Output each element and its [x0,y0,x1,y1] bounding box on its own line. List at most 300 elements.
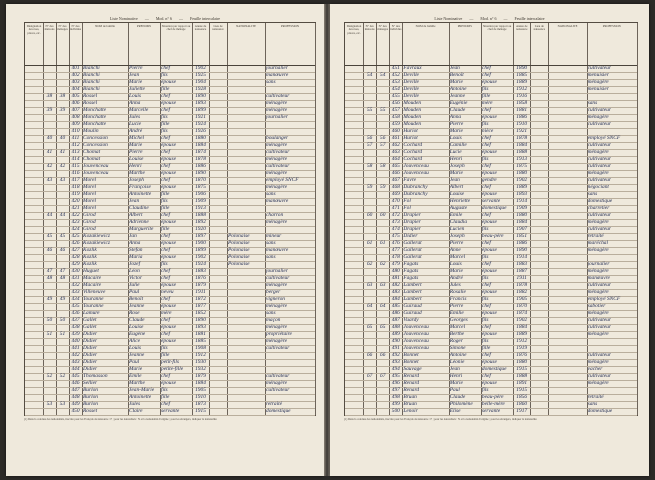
cell-individu: 446 [71,380,80,386]
cell-lieu [531,142,547,149]
cell-annee: 1876 [516,352,528,358]
cell-profession: retraité [266,401,282,407]
cell-maison: 47 [46,268,53,274]
cell-nom: Kozlik [83,247,97,253]
cell-menage [377,79,388,86]
cell-prenom: Marthe [129,170,145,176]
cell-lieu [531,128,547,135]
cell-prenom: Louise [129,156,144,162]
cell-maison [364,79,375,86]
cell-lieu [210,100,226,107]
cell-menage: 58 [380,163,386,169]
cell-lieu [210,310,226,317]
cell-profession: journalier [266,114,288,120]
cell-nationalite [549,212,585,219]
cell-prenom: André [129,128,143,134]
cell-lieu [210,135,226,142]
cell-profession: ménagère [266,184,288,190]
cell-situation: épouse [481,114,497,120]
cell-profession: cultivateur [587,324,611,330]
cell-prenom: Jeanne [449,93,465,99]
cell-prenom: Louis [449,261,462,267]
cell-profession: ménagère [266,100,288,106]
cell-annee: 1899 [195,247,206,253]
cell-situation: domestique [481,366,507,372]
cell-prenom: Claude [449,394,466,400]
cell-nom: Macaire [83,275,102,281]
cell-nom: Drapier [403,219,421,225]
cell-situation: fils [481,296,489,302]
cell-prenom: Marie [449,268,463,274]
cell-nom: Dubranchy [403,191,428,197]
cell-nom: Morel [83,177,96,183]
cell-nationalite [228,352,264,359]
cell-individu: 492 [391,352,400,358]
cell-nom: Deville [403,86,419,92]
cell-lieu [531,359,547,366]
cell-nom: Jouvenceau [403,338,429,344]
cell-annee: 1879 [195,373,206,379]
cell-menage [377,198,388,205]
cell-nom: Gallerat [403,247,422,253]
cell-nom: Kozlik [83,254,97,260]
cell-prenom: Henri [449,156,463,162]
cell-menage [57,324,68,331]
cell-maison [44,387,55,394]
cell-annee: 1876 [195,275,206,281]
cell-individu: 451 [391,65,400,71]
cell-lieu [531,303,547,310]
cell-lieu [210,114,226,121]
cell-nationalite [228,121,264,128]
cell-maison [44,100,55,107]
cell-nationalite [228,282,264,289]
column-header-maison: N° des maisons [364,25,375,32]
cell-menage: 47 [59,268,66,274]
cell-individu: 434 [71,296,80,302]
cell-individu: 473 [391,219,400,225]
cell-situation: chef [481,240,491,246]
cell-nationalite [228,303,264,310]
cell-menage [377,247,388,254]
cell-nom: Didier [83,338,98,344]
cell-maison [44,338,55,345]
cell-individu: 416 [71,170,80,176]
cell-situation: chef [161,401,170,407]
cell-profession: ménagère [266,170,288,176]
cell-annee: 1880 [516,212,528,218]
cell-individu: 467 [391,177,400,183]
cell-nationalite [549,394,585,401]
cell-profession: sans [266,240,276,246]
cell-maison [364,310,375,317]
cell-annee: 1902 [516,317,528,323]
cell-nationalite [228,198,264,205]
cell-profession: cultivateur [587,212,611,218]
cell-menage [377,100,388,107]
cell-lieu [531,65,547,72]
cell-maison: 53 [46,401,53,407]
cell-menage [377,296,388,303]
cell-individu: 445 [71,373,80,379]
cell-individu: 406 [71,100,80,106]
cell-menage: 51 [59,331,66,337]
cell-lieu [210,72,226,79]
cell-annee: 1911 [516,275,527,281]
cell-prenom: Marie [129,366,143,372]
cell-situation: mère [481,100,493,106]
cell-nationalite [549,100,585,107]
cell-individu: 438 [71,324,80,330]
cell-prenom: Anna [129,240,141,246]
cell-nom: Concession [83,142,108,148]
cell-annee: 1870 [516,303,528,309]
cell-menage [377,86,388,93]
cell-menage: 63 [380,282,386,288]
cell-nationalite [228,310,264,317]
cell-nom: Lambert [403,296,422,302]
cell-menage [57,394,68,401]
cell-lieu [210,149,226,156]
cell-prenom: Adrienne [129,219,149,225]
cell-menage [57,65,68,72]
cell-nom: Renard [403,373,420,379]
cell-situation: épouse [481,79,497,85]
cell-annee: 1917 [516,408,528,414]
cell-situation: chef [161,135,170,141]
cell-annee: 1890 [195,93,206,99]
cell-maison [44,79,55,86]
cell-nom: Didier [83,331,98,337]
cell-prenom: Anne [449,247,461,253]
cell-individu: 494 [391,366,400,372]
cell-nationalite [549,275,585,282]
cell-lieu [531,261,547,268]
cell-maison [364,345,375,352]
cell-lieu [210,345,226,352]
cell-menage [377,268,388,275]
cell-profession: journalier [587,261,610,267]
cell-nationalite [549,352,585,359]
cell-individu: 447 [71,387,80,393]
cell-nom: Bianchi [83,72,100,78]
cell-maison [364,114,375,121]
cell-lieu [531,177,547,184]
cell-nationalite: Polonaise [228,254,250,260]
cell-menage: 45 [59,233,66,239]
cell-maison: 40 [46,135,53,141]
cell-nationalite [549,128,585,135]
cell-profession [588,345,636,352]
cell-maison: 55 [366,107,373,113]
cell-lieu [531,289,547,296]
cell-maison: 60 [366,212,373,218]
cell-profession: ménagère [587,149,609,155]
cell-nationalite [228,170,264,177]
cell-nom: Moulin [83,128,99,134]
cell-individu: 489 [391,331,400,337]
cell-maison: 59 [366,184,373,190]
cell-menage [57,114,68,121]
cell-individu: 452 [391,72,400,78]
cell-prenom: Benoît [129,296,144,302]
cell-situation: neveu [161,289,174,295]
cell-situation: épouse [161,184,176,190]
cell-annee: 1873 [195,401,206,407]
cell-lieu [210,296,226,303]
cell-individu: 449 [71,401,80,407]
cell-prenom: Léon [129,268,140,274]
cell-prenom: Jules [449,282,461,288]
cell-annee: 1909 [195,198,206,204]
cell-lieu [531,156,547,163]
cell-annee: 1881 [195,331,206,337]
cell-nationalite [549,79,585,86]
cell-lieu [210,338,226,345]
cell-menage [57,121,68,128]
cell-annee: 1920 [195,226,206,232]
cell-menage [377,366,388,373]
cell-situation: épouse [481,219,497,225]
cell-maison: 66 [366,352,373,358]
cell-individu: 496 [391,380,400,386]
cell-nom: Jouvenceau [403,170,429,176]
cell-profession: négociant [587,184,609,190]
table-header [25,23,315,66]
cell-nom: Kozlik [83,261,97,267]
cell-nom: Jouvenceau [83,170,109,176]
cell-annee: 1916 [516,93,528,99]
cell-situation: chef [481,107,491,113]
column-header-maison: N° des maisons [44,25,55,32]
cell-situation: épouse [161,79,176,85]
cell-lieu [210,163,226,170]
cell-nationalite [228,142,264,149]
cell-lieu [531,345,547,352]
cell-maison [44,359,55,366]
cell-situation: chef [161,296,170,302]
cell-menage: 50 [59,317,66,323]
cell-maison [364,170,375,177]
cell-situation: épouse [481,247,497,253]
cell-nationalite [228,359,264,366]
cell-menage [377,289,388,296]
cell-profession: ménagère [266,338,288,344]
cell-menage [57,310,68,317]
cell-profession: retraité [587,394,604,400]
cell-prenom: Lucien [449,226,465,232]
cell-maison [44,324,55,331]
cell-profession: cultivateur [587,282,611,288]
cell-annee: 1905 [516,296,528,302]
cell-maison [364,177,375,184]
cell-individu: 414 [71,156,80,162]
cell-nom: Jouvenceau [403,345,429,351]
cell-nom: Guiraud [403,310,422,316]
cell-prenom: Élise [449,408,461,414]
cell-annee: 1915 [195,408,206,414]
cell-prenom: Antoine [449,352,467,358]
cell-menage: 62 [380,261,386,267]
cell-individu: 485 [391,303,400,309]
cell-annee: 1875 [516,163,528,169]
cell-situation: servante [481,198,501,204]
cell-prenom: Benoît [449,72,464,78]
cell-lieu [210,65,226,72]
cell-nom: Sellier [83,380,98,386]
column-header-profession: PROFESSION [280,25,299,28]
census-table [344,22,638,416]
cell-prenom: Jean-Marie [129,387,155,393]
cell-situation: fils [161,128,168,134]
cell-maison: 38 [46,93,53,99]
cell-situation: domestique [481,205,507,211]
cell-individu: 425 [71,233,80,239]
cell-profession: ménagère [266,107,288,113]
cell-annee: 1878 [516,282,528,288]
cell-lieu [210,170,226,177]
cell-maison [364,317,375,324]
cell-prenom: Pierre [449,303,464,309]
cell-nationalite [549,135,585,142]
cell-lieu [531,191,547,198]
cell-nationalite [549,317,585,324]
cell-situation: fils [161,261,168,267]
cell-annee: 1875 [195,184,206,190]
cell-situation: fille [481,345,491,351]
cell-annee: 1891 [516,380,528,386]
cell-maison [364,219,375,226]
cell-profession: ménagère [587,79,609,85]
cell-individu: 442 [71,352,80,358]
cell-lieu [531,317,547,324]
cell-individu: 468 [391,184,400,190]
cell-individu: 405 [71,93,80,99]
cell-profession: sans [266,310,276,316]
cell-nom: Mouden [403,100,422,106]
cell-profession: cultivateur [587,142,611,148]
column-header-nationalite: NATIONALITÉ [557,25,578,28]
cell-profession: sans [587,401,598,407]
cell-lieu [210,387,226,394]
cell-individu: 476 [391,240,400,246]
cell-situation: fils [481,275,489,281]
cell-situation: fils [161,387,168,393]
cell-situation: épouse [481,170,497,176]
cell-nationalite [549,373,585,380]
cell-individu: 411 [71,135,80,141]
cell-profession: maçon [266,317,281,323]
cell-prenom: Marie [449,79,463,85]
column-header-nom: NOM de famille [415,25,436,28]
cell-nom: Vuardy [403,317,419,323]
cell-annee: 1905 [195,387,206,393]
cell-maison [44,191,55,198]
cell-nationalite: Polonaise [228,261,250,267]
cell-nom: Cochard [403,142,423,148]
cell-individu: 486 [391,310,400,316]
cell-annee: 1902 [516,177,528,183]
cell-profession: ménagère [266,282,288,288]
cell-prenom: Henri [449,373,463,379]
cell-profession: manœuvre [266,198,289,204]
cell-prenom: Louis [129,345,141,351]
cell-lieu [531,282,547,289]
cell-lieu [531,296,547,303]
cell-profession: cultivateur [587,65,611,71]
sheet-label: Feuille intercalaire [514,16,545,21]
cell-individu: 455 [391,93,400,99]
cell-individu: 475 [391,233,400,239]
cell-lieu [531,247,547,254]
cell-nationalite [228,114,264,121]
cell-situation: épouse [161,380,176,386]
cell-individu: 432 [71,282,80,288]
cell-lieu [531,275,547,282]
cell-nationalite [549,233,585,240]
cell-lieu [210,191,226,198]
cell-maison [364,86,375,93]
cell-nom: Concession [83,135,108,141]
cell-nationalite [549,163,585,170]
cell-annee: 1928 [195,86,206,92]
cell-individu: 464 [391,156,400,162]
cell-individu: 499 [391,401,400,407]
cell-lieu [210,254,226,261]
cell-nom: Didier [83,352,98,358]
cell-individu: 481 [391,275,400,281]
cell-situation: chef [481,72,491,78]
cell-lieu [531,86,547,93]
cell-annee: 1914 [516,198,528,204]
cell-situation: épouse [161,240,176,246]
cell-situation: chef [481,65,491,71]
cell-individu: 401 [71,65,80,71]
cell-menage [377,177,388,184]
cell-nom: Gallet [83,324,97,330]
cell-nationalite [549,247,585,254]
cell-profession: cultivateur [266,149,290,155]
cell-situation: chef [481,163,491,169]
cell-annee: 1880 [195,135,206,141]
cell-nationalite [549,198,585,205]
cell-annee: 1910 [195,394,206,400]
cell-annee: 1910 [516,121,528,127]
cell-lieu [531,163,547,170]
cell-lieu [210,303,226,310]
cell-situation: mère [161,310,172,316]
cell-annee: 1926 [195,128,206,134]
cell-profession: ménagère [266,156,288,162]
cell-profession: sans [587,100,598,106]
cell-menage: 44 [59,212,66,218]
cell-nationalite [549,338,585,345]
cell-nom: Morel [83,191,96,197]
cell-nationalite [228,149,264,156]
cell-prenom: Léonie [449,359,465,365]
cell-individu: 463 [391,149,400,155]
column-header-rue: Désignation des rues, places, etc. [346,25,362,35]
cell-nationalite [228,177,264,184]
cell-maison [364,359,375,366]
cell-profession: ménagère [266,324,288,330]
cell-nom: Lambert [403,282,422,288]
cell-profession: charretier [587,205,610,211]
cell-profession [588,128,636,135]
cell-profession: ménagère [587,114,609,120]
cell-lieu [210,156,226,163]
cell-profession: cultivateur [266,275,290,281]
